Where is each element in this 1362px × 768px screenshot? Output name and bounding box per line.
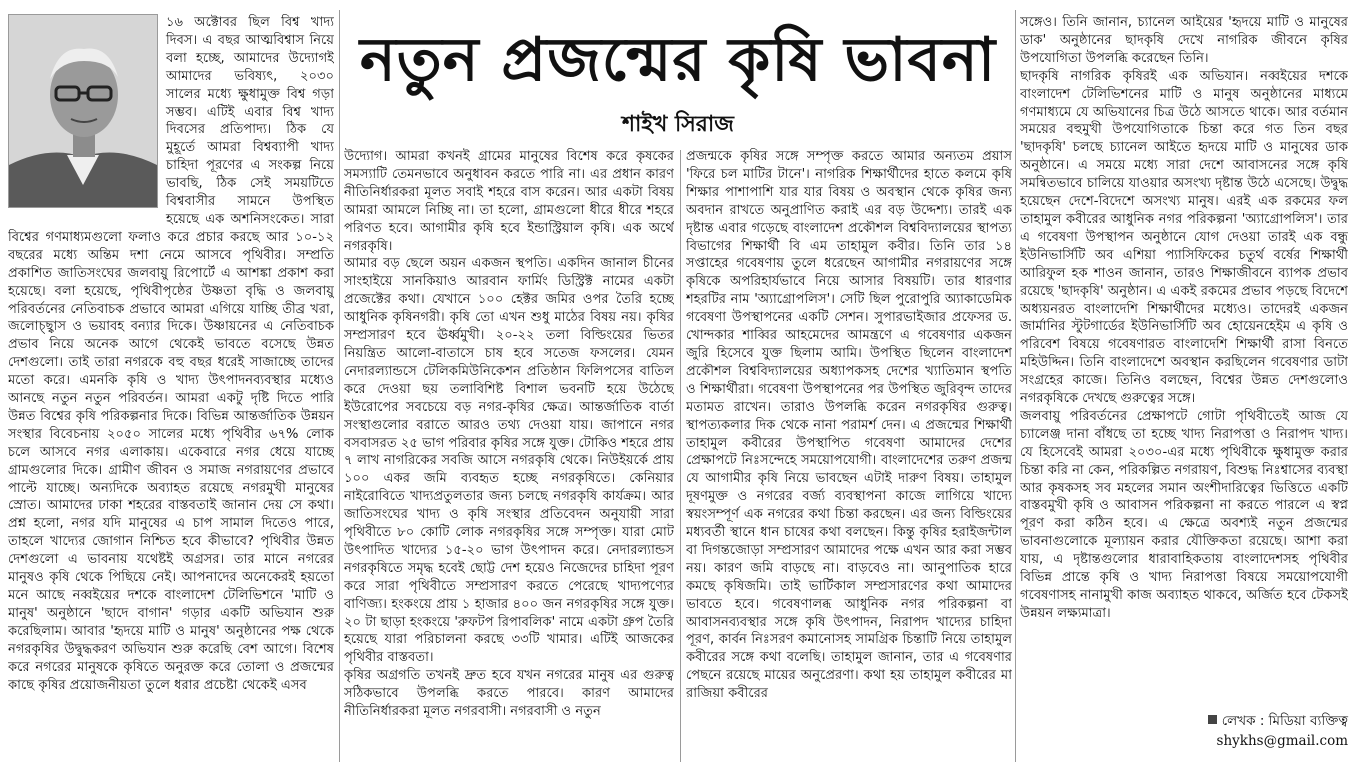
article-column-3 <box>686 148 1012 762</box>
article-column-4 <box>1020 14 1348 752</box>
column-divider <box>339 10 340 762</box>
article-author: শাইখ সিরাজ <box>622 112 734 137</box>
paragraph: উদ্যোগ। আমরা কখনই গ্রামের মানুষের বিশেষ করে কৃষকের সমস্যাটি তেমনভাবে অনুধাবন করতে পারি না। এর প্রধান কারণ নীতিনির্ধারকরা মূলত সবাই শহরে বাস করেন। আর একটা বিষয় আমরা আমলে নিচ্ছি না। তা হলো, গ্রামগুলো ধীরে ধীরে শহরে পরিণত হবে। আগামীর কৃষি হবে ইন্ডাস্ট্রিয়াল কৃষি। এক অর্থে নগরকৃষি। <box>344 149 674 254</box>
paragraph: ১৬ অক্টোবর ছিল বিশ্ব খাদ্য দিবস। এ বছর আত্মবিশ্বাস নিয়ে বলা হচ্ছে, আমাদের উদ্যোগই আমাদের ভবিষ্যৎ, ২০৩০ সালের মধ্যে ক্ষুধামুক্ত বিশ্ব গড়া সম্ভব। এটিই এবার বিশ্ব খাদ্য দিবসের প্রতিপাদ্য। ঠিক যে মুহূর্তে আমরা বিশ্বব্যাপী খাদ্য চাহিদা পূরণের এ সংকল্প নিয়ে ভাবছি, ঠিক সেই সময়টিতে বিশ্ববাসীর সামনে উপস্থিত হয়েছে এক অশনিসংকেত। সারা বিশ্বের গণমাধ্যমগুলো ফলাও করে প্রচার করছে আর ১০-১২ বছরের মধ্যে অন্তিম দশা নেমে আসবে পৃথিবীর। সম্প্রতি প্রকাশিত জাতিসংঘের জলবায়ু রিপোর্টে এ আশঙ্কা প্রকাশ করা হয়েছে। বলা হয়েছে, পৃথিবীপৃষ্ঠের উষ্ণতা বৃদ্ধি ও জলবায়ু পরিবর্তনের নেতিবাচক প্রভাবে আমরা এগিয়ে যাচ্ছি তীব্র খরা, জলোচ্ছ্বাস ও ভয়াবহ বন্যার দিকে। উষ্ণায়নের এ নেতিবাচক প্রভাব নিয়ে অনেক আগে থেকেই ভাবতে বসেছে উন্নত দেশগুলো। তাই তারা নগরকে বহু বছর ধরেই সাজাচ্ছে তাদের মতো করে। এমনকি কৃষি ও খাদ্য উৎপাদনব্যবস্থার মধ্যেও আনছে নতুন নতুন পরিবর্তন। আমরা একটু দৃষ্টি দিতে পারি উন্নত বিশ্বের কৃষি পরিকল্পনার দিকে। বিভিন্ন আন্তর্জাতিক উন্নয়ন সংস্থার বিবেচনায় ২০৫০ সালের মধ্যে পৃথিবীর ৬৭% লোক চলে আসবে নগর এলাকায়। একেবারে নগর ধেয়ে যাচ্ছে গ্রামগুলোর দিকে। গ্রামীণ জীবন ও সমাজ নগরায়ণের প্রভাবে পাল্টে যাচ্ছে। অন্যদিকে অব্যাহত রয়েছে নগরমুখী মানুষের স্রোত। আমাদের ঢাকা শহরের বাস্তবতাই জানান দেয় সে কথা। প্রশ্ন হলো, নগর যদি মানুষের এ চাপ সামাল দিতেও পারে, তাহলে খাদ্যের জোগান নিশ্চিত হবে কীভাবে? পৃথিবীর উন্নত দেশগুলো এ ভাবনায় যথেষ্টই অগ্রসর। তার মানে নগরের মানুষও কৃষি থেকে পিছিয়ে নেই। আপনাদের অনেকেরই হয়তো মনে আছে নব্বইয়ের দশকে বাংলাদেশ টেলিভিশনে 'মাটি ও মানুষ' অনুষ্ঠানে 'ছাদে বাগান' গড়ার একটি অভিযান শুরু করেছিলাম। আবার 'হৃদয়ে মাটি ও মানুষ' অনুষ্ঠানের পক্ষ থেকে নগরকৃষির উদ্বুদ্ধকরণ অভিযান শুরু করেছি বেশ আগে। বিশেষ করে নগরের মানুষকে কৃষিতে অনুরক্ত করে তোলা ও প্রজন্মের কাছে কৃষির প্রয়োজনীয়তা তুলে ধরার প্রচেষ্টা থেকেই এসব <box>8 15 334 693</box>
author-portrait-image <box>9 15 157 207</box>
column-divider <box>680 150 681 762</box>
article-column-2 <box>344 148 674 762</box>
square-bullet-icon <box>1208 715 1217 724</box>
paragraph: জলবায়ু পরিবর্তনের প্রেক্ষাপটে গোটা পৃথিবীতেই আজ যে চ্যালেঞ্জ দানা বাঁধছে তা হচ্ছে খাদ্য নিরাপত্তা ও নিরাপদ খাদ্য। যে হিসেবেই আমরা ২০৩০-এর মধ্যে পৃথিবীকে ক্ষুধামুক্ত করার চিন্তা করি না কেন, পরিকল্পিত নগরায়ণ, বিশুদ্ধ নিঃশ্বাসের ব্যবস্থা আর কৃষকসহ সব মহলের সমান অংশীদারিত্বের ভিত্তিতে একটি বাস্তবমুখী কৃষি ও আবাসন পরিকল্পনা না করতে পারলে এ স্বপ্ন পূরণ করা কঠিন হবে। এ ক্ষেত্রে অবশ্যই নতুন প্রজন্মের ভাবনাগুলোকে মূল্যায়ন করার যৌক্তিকতা রয়েছে। আশা করা যায়, এ দৃষ্টান্তগুলোর ধারাবাহিকতায় বাংলাদেশসহ পৃথিবীর বিভিন্ন প্রান্তে কৃষি ও খাদ্য নিরাপত্তা বিষয়ে সময়োপযোগী গবেষণাসহ নানামুখী কাজ অব্যাহত থাকবে, অর্জিত হবে টেকসই উন্নয়ন লক্ষ্যমাত্রা। <box>1020 408 1348 621</box>
paragraph: কৃষির অগ্রগতি তখনই দ্রুত হবে যখন নগরের মানুষ এর গুরুত্ব সঠিকভাবে উপলব্ধি করতে পারবে। কারণ আমাদের নীতিনির্ধারকরা মূলত নগরবাসী। নগরবাসী ও নতুন <box>344 668 674 720</box>
author-photo <box>8 14 158 208</box>
writer-note-text: লেখক : মিডিয়া ব্যক্তিত্ব <box>1221 713 1348 729</box>
column-divider <box>1015 10 1016 762</box>
paragraph: সঙ্গেও। তিনি জানান, চ্যানেল আইয়ের 'হৃদয়ে মাটি ও মানুষের ডাক' অনুষ্ঠানের ছাদকৃষি দেখে নাগরিক জীবনে কৃষির উপযোগিতা উপলব্ধি করেছেন তিনি। <box>1020 15 1348 66</box>
author-email: shykhs@gmail.com <box>1216 733 1348 749</box>
article-column-1 <box>8 14 334 762</box>
paragraph: আমার বড় ছেলে অয়ন একজন স্থপতি। একদিন জানাল চীনের সাংহাইয়ে সানকিয়াও আরবান ফার্মিং ডিস্ট্রিক্ট নামের একটা প্রজেক্টের কথা। যেখানে ১০০ হেক্টর জমির ওপর তৈরি হচ্ছে আধুনিক কৃষিনগরী। কৃষি তো এখন শুধু মাঠের বিষয় নয়। কৃষির সম্প্রসারণ হবে ঊর্ধ্বমুখী। ২০-২২ তলা বিল্ডিংয়ের ভিতর নিয়ন্ত্রিত আলো-বাতাসে চাষ হবে সতেজ ফসলের। যেমন নেদারল্যান্ডসে টেলিকমিউনিকেশন প্রতিষ্ঠান ফিলিপসের বাতিল করে দেওয়া ছয় তলাবিশিষ্ট বিশাল ভবনটি হয়ে উঠেছে ইউরোপের সবচেয়ে বড় নগর-কৃষির ক্ষেত্র। আন্তর্জাতিক বার্তা সংস্থাগুলোর বরাতে আরও তথ্য দেওয়া যায়। জাপানে নগর বসবাসরত ২৫ ভাগ পরিবার কৃষির সঙ্গে যুক্ত। টোকিও শহরে প্রায় ৭ লাখ নাগরিকের সবজি আসে নগরকৃষি থেকে। নিউইয়র্কে প্রায় ১০০ একর জমি ব্যবহৃত হচ্ছে নগরকৃষিতে। কেনিয়ার নাইরোবিতে খাদ্যপ্রতুলতার জন্য চলছে নগরকৃষি কার্যক্রম। আর জাতিসংঘের খাদ্য ও কৃষি সংস্থার প্রতিবেদন অনুযায়ী সারা পৃথিবীতে ৮০ কোটি লোক নগরকৃষির সঙ্গে সম্পৃক্ত। যারা মোট উৎপাদিত খাদ্যের ১৫-২০ ভাগ উৎপাদন করে। নেদারল্যান্ডস নগরকৃষিতে সমৃদ্ধ হবেই ছোট্ট দেশ হয়েও নিজেদের চাহিদা পূরণ করে সারা পৃথিবীতে সম্প্রসারণ করতে পেরেছে খাদ্যপণ্যের বাণিজ্য। হংকংয়ে প্রায় ১ হাজার ৪০০ জন নগরকৃষির সঙ্গে যুক্ত। ২০ টা ছাড়া হংকংয়ে 'রুফটপ রিপাবলিক' নামে একটা গ্রুপ তৈরি হয়েছে যারা পরিচালনা করছে ৩৩টি খামার। এটিই আজকের পৃথিবীর বাস্তবতা। <box>344 256 674 666</box>
article-headline: নতুন প্রজন্মের কৃষি ভাবনা <box>359 25 997 95</box>
writer-note <box>1208 712 1348 730</box>
paragraph: প্রজন্মকে কৃষির সঙ্গে সম্পৃক্ত করতে আমার অন্যতম প্রয়াস 'ফিরে চল মাটির টানে'। নাগরিক শিক্ষার্থীদের হাতে কলমে কৃষি শিক্ষার পাশাপাশি যার যার বিষয় ও অবস্থান থেকে কৃষির জন্য অবদান রাখতে অনুপ্রাণিত করাই এর বড় উদ্দেশ্য। তারই এক দৃষ্টান্ত এবার গড়েছে বাংলাদেশ প্রকৌশল বিশ্ববিদ্যালয়ের স্থাপত্য বিভাগের শিক্ষার্থী বি এম তাহামুল কবীর। তিনি তার ১৪ সপ্তাহের গবেষণায় তুলে ধরেছেন আগামীর নগরায়ণের সঙ্গে কৃষিকে অপরিহার্যভাবে নিয়ে আসার বিষয়টি। তার ধারণার শহরটির নাম 'অ্যাগ্রোপলিস'। সেটি ছিল পুরোপুরি অ্যাকাডেমিক গবেষণা উপস্থাপনের একটি সেশন। সুপারভাইজার প্রফেসর ড. খোন্দকার শাব্বির আহমেদের আমন্ত্রণে এ গবেষণার একজন জুরি হিসেবে যুক্ত ছিলাম আমি। উপস্থিত ছিলেন বাংলাদেশ প্রকৌশল বিশ্ববিদ্যালয়ের অধ্যাপকসহ দেশের খ্যাতিমান স্থপতি ও শিক্ষার্থীরা। গবেষণা উপস্থাপনের পর উপস্থিত জুরিবৃন্দ তাদের মতামত রাখেন। তারাও উপলব্ধি করেন নগরকৃষির গুরুত্ব। স্থাপত্যকলার দিক থেকে নানা পরামর্শ দেন। এ প্রজন্মের শিক্ষার্থী তাহামুল কবীরের উপস্থাপিত গবেষণা আমাদের দেশের প্রেক্ষাপটে নিঃসন্দেহে সময়োপযোগী। বাংলাদেশের তরুণ প্রজন্ম যে আগামীর কৃষি নিয়ে ভাবছেন এটাই দারুণ বিষয়। তাহামুল দূষণমুক্ত ও নগরের বর্জ্য ব্যবস্থাপনা কাজে লাগিয়ে খাদ্যে স্বয়ংসম্পূর্ণ এক নগরের কথা চিন্তা করছেন। এর জন্য বিল্ডিংয়ের মধ্যবর্তী স্থানে ধান চাষের কথা বলছেন। কিন্তু কৃষির হরাইজন্টাল বা দিগন্তজোড়া সম্প্রসারণ আমাদের পক্ষে এখন আর করা সম্ভব নয়। কারণ জমি বাড়ছে না। বাড়বেও না। আনুপাতিক হারে কমছে কৃষিজমি। তাই ভার্টিকাল সম্প্রসারণের কথা আমাদের ভাবতে হবে। গবেষণালব্ধ আধুনিক নগর পরিকল্পনা বা আবাসনব্যবস্থার সঙ্গে কৃষি উৎপাদন, নিরাপদ খাদ্যের চাহিদা পূরণ, কার্বন নিঃসরণ কমানোসহ সামগ্রিক চিন্তাটি নিয়ে তাহামুল কবীরের সঙ্গে কথা বলেছি। তাহামুল জানান, তার এ গবেষণার পেছনে রয়েছে মায়ের অনুপ্রেরণা। কথা হয় তাহামুল কবীরের মা রাজিয়া কবীরের <box>686 149 1012 702</box>
paragraph: ছাদকৃষি নাগরিক কৃষিরই এক অভিযান। নব্বইয়ের দশকে বাংলাদেশ টেলিভিশনের মাটি ও মানুষ অনুষ্ঠানের মাধ্যমে গণমাধ্যমে যে অভিযানের চিত্র উঠে আসতে থাকে। আর বর্তমান সময়ের বহুমুখী উপযোগিতাকে চিন্তা করে গত তিন বছর 'ছাদকৃষি' চলছে চ্যানেল আইতে হৃদয়ে মাটি ও মানুষের ডাক অনুষ্ঠানে। এ সময়ে মধ্যে সারা দেশে আবাসনের সঙ্গে কৃষি সমন্বিতভাবে চালিয়ে যাওয়ার অসংখ্য দৃষ্টান্ত উঠে এসেছে। উদ্বুদ্ধ হয়েছেন দেশে-বিদেশে অসংখ্য মানুষ। এরই এক রকমের ফল তাহামুল কবীরের আধুনিক নগর পরিকল্পনা 'অ্যাগ্রোপলিস'। তার এ গবেষণা উপস্থাপন অনুষ্ঠানে যোগ দেওয়া তারই এক বন্ধু ইউনিভার্সিটি অব এশিয়া প্যাসিফিকের চতুর্থ বর্ষের শিক্ষার্থী আরিফুল হক শাওন জানান, তারও শিক্ষাজীবনে ব্যাপক প্রভাব রয়েছে 'ছাদকৃষি' অনুষ্ঠান। এ একই রকমের প্রভাব পড়ছে বিদেশে অধ্যয়নরত বাংলাদেশি শিক্ষার্থীদের মধ্যেও। তাদেরই একজন জার্মানির স্টুটগার্ডের ইউনিভার্সিটি অব হোয়েনহেইম এ কৃষি ও পরিবেশ বিষয়ে গবেষণারত বাংলাদেশি শিক্ষার্থী রাসা বিনতে মহিউদ্দিন। তিনি বাংলাদেশে অবস্থান করছিলেন গবেষণার ডাটা সংগ্রহের কাজে। তিনিও বলছেন, বিশ্বের উন্নত দেশগুলোও নগরকৃষিকে দেখছে গুরুত্বের সঙ্গে। <box>1020 68 1348 407</box>
